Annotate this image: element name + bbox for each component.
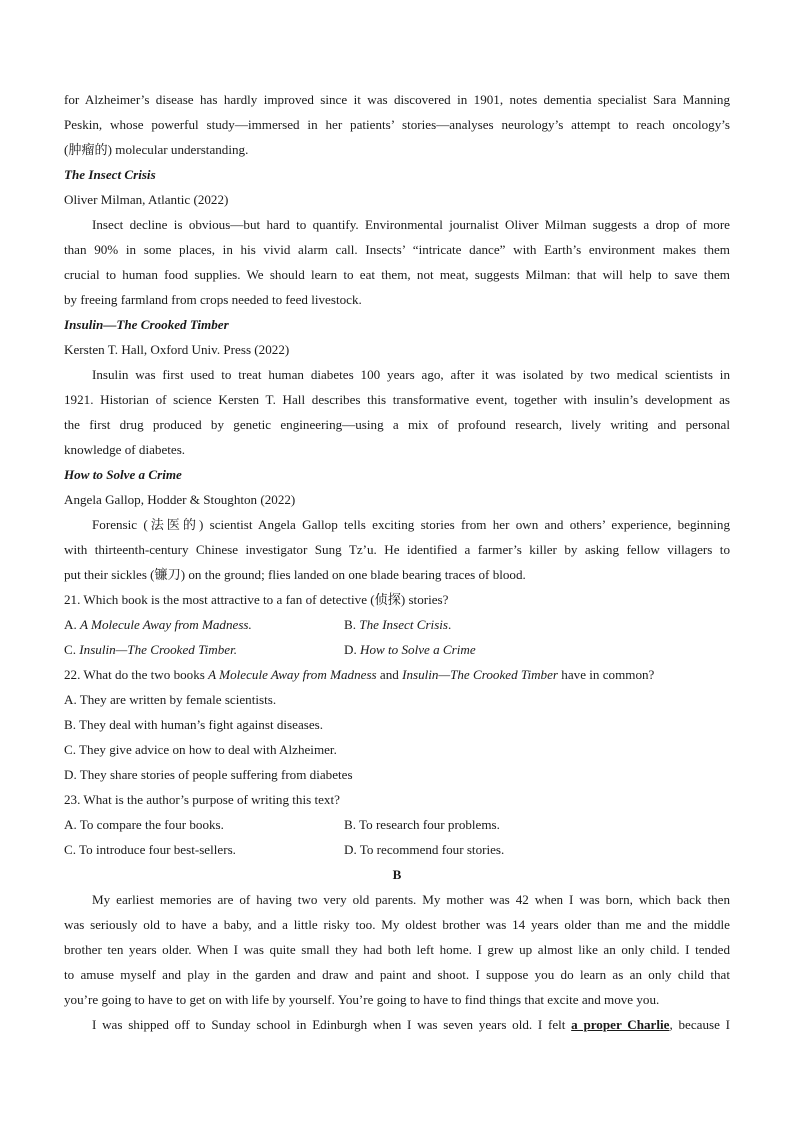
text-line: brother ten years older. When I was quite small they had both left home. I grew up almost like an only child. I tended bbox=[64, 942, 730, 957]
text-span: , because I bbox=[669, 1017, 730, 1032]
question-22 bbox=[64, 662, 730, 787]
book-title: The Insect Crisis bbox=[64, 167, 156, 182]
text-line: My earliest memories are of having two very old parents. My mother was 42 when I was born, which back then bbox=[92, 892, 730, 907]
option-a: A. To compare the four books. bbox=[64, 817, 224, 832]
text-line: the first drug produced by genetic engineering—using a mix of profound research, lively writing and personal bbox=[64, 417, 730, 432]
book-byline: Oliver Milman, Atlantic (2022) bbox=[64, 192, 229, 207]
section-b bbox=[64, 862, 730, 1037]
text-line: put their sickles (镰刀) on the ground; flies landed on one blade bearing traces of blood. bbox=[64, 567, 526, 582]
question-stem: 21. Which book is the most attractive to a fan of detective (侦探) stories? bbox=[64, 592, 449, 607]
text-line: than 90% in some places, in his vivid alarm call. Insects’ “intricate dance” with Earth’s environment makes them bbox=[64, 242, 730, 257]
underlined-phrase: a proper Charlie bbox=[571, 1017, 670, 1032]
option-letter: A. bbox=[64, 617, 81, 632]
options-row bbox=[64, 837, 730, 862]
question-stem: 23. What is the author’s purpose of writing this text? bbox=[64, 792, 340, 807]
text-line: to amuse myself and play in the garden and draw and paint and shoot. I suppose you do learn as an only child that bbox=[64, 967, 730, 982]
stem-text: have in common? bbox=[558, 667, 655, 682]
option-d: D. They share stories of people suffering from diabetes bbox=[64, 767, 353, 782]
book-byline: Angela Gallop, Hodder & Stoughton (2022) bbox=[64, 492, 296, 507]
text-line: crucial to human food supplies. We should learn to eat them, not meat, suggests Milman: that will help to save them bbox=[64, 267, 730, 282]
option-d: D. To recommend four stories. bbox=[344, 842, 505, 857]
option-b bbox=[344, 612, 451, 637]
stem-book-title: A Molecule Away from Madness bbox=[208, 667, 377, 682]
text-line: you’re going to have to get on with life by yourself. You’re going to have to find things that excite and move you. bbox=[64, 992, 660, 1007]
text-line: knowledge of diabetes. bbox=[64, 442, 186, 457]
option-d bbox=[344, 637, 476, 662]
book-entry-insect-crisis bbox=[64, 162, 730, 312]
option-letter: D. bbox=[344, 642, 361, 657]
stem-book-title: Insulin—The Crooked Timber bbox=[402, 667, 559, 682]
question-stem bbox=[64, 662, 730, 687]
options-row bbox=[64, 637, 730, 662]
options-row bbox=[64, 812, 730, 837]
text-line: Peskin, whose powerful study—immersed in her patients’ stories—analyses neurology’s attempt to reach oncology’s bbox=[64, 117, 730, 132]
text-line: with thirteenth-century Chinese investigator Sung Tz’u. He identified a farmer’s killer by asking fellow villagers to bbox=[64, 542, 730, 557]
text-line: 1921. Historian of science Kersten T. Hall describes this transformative event, together with insulin’s development as bbox=[64, 392, 730, 407]
book-byline: Kersten T. Hall, Oxford Univ. Press (2022) bbox=[64, 342, 290, 357]
text-line: Forensic (法医的) scientist Angela Gallop tells exciting stories from her own and others’ experience, beginning bbox=[92, 517, 730, 532]
option-text: The Insect Crisis bbox=[359, 617, 449, 632]
text-span: I was shipped off to Sunday school in Edinburgh when I was seven years old. I felt bbox=[92, 1017, 572, 1032]
text-line bbox=[64, 1012, 730, 1037]
text-line: (肿瘤的) molecular understanding. bbox=[64, 142, 249, 157]
text-line: for Alzheimer’s disease has hardly improved since it was discovered in 1901, notes dementia specialist Sara Manning bbox=[64, 92, 730, 107]
option-text: How to Solve a Crime bbox=[360, 642, 476, 657]
intro-paragraph-tail bbox=[64, 87, 730, 162]
book-title: How to Solve a Crime bbox=[64, 467, 182, 482]
option-c: C. They give advice on how to deal with Alzheimer. bbox=[64, 742, 337, 757]
option-b: B. They deal with human’s fight against diseases. bbox=[64, 717, 324, 732]
option-b: B. To research four problems. bbox=[344, 817, 500, 832]
document-page bbox=[64, 87, 730, 1037]
option-c bbox=[64, 637, 344, 662]
option-letter: C. bbox=[64, 642, 80, 657]
option-text: Insulin—The Crooked Timber. bbox=[79, 642, 238, 657]
text-line: Insect decline is obvious—but hard to quantify. Environmental journalist Oliver Milman suggests a drop of more bbox=[92, 217, 730, 232]
option-c: C. To introduce four best-sellers. bbox=[64, 842, 236, 857]
option-text: A Molecule Away from Madness. bbox=[80, 617, 252, 632]
stem-text: and bbox=[376, 667, 403, 682]
option-punct: . bbox=[448, 617, 452, 632]
question-21 bbox=[64, 587, 730, 662]
option-letter: B. bbox=[344, 617, 360, 632]
book-entry-solve-crime bbox=[64, 462, 730, 587]
text-line: Insulin was first used to treat human diabetes 100 years ago, after it was isolated by two medical scientists in bbox=[92, 367, 730, 382]
options-row bbox=[64, 612, 730, 637]
book-entry-insulin bbox=[64, 312, 730, 462]
section-heading: B bbox=[392, 867, 402, 882]
book-title: Insulin—The Crooked Timber bbox=[64, 317, 229, 332]
stem-text: 22. What do the two books bbox=[64, 667, 209, 682]
text-line: was seriously old to have a baby, and a little risky too. My oldest brother was 14 years older than me and the middle bbox=[64, 917, 730, 932]
option-a: A. They are written by female scientists. bbox=[64, 692, 277, 707]
text-line: by freeing farmland from crops needed to feed livestock. bbox=[64, 292, 362, 307]
question-23 bbox=[64, 787, 730, 862]
option-a bbox=[64, 612, 344, 637]
